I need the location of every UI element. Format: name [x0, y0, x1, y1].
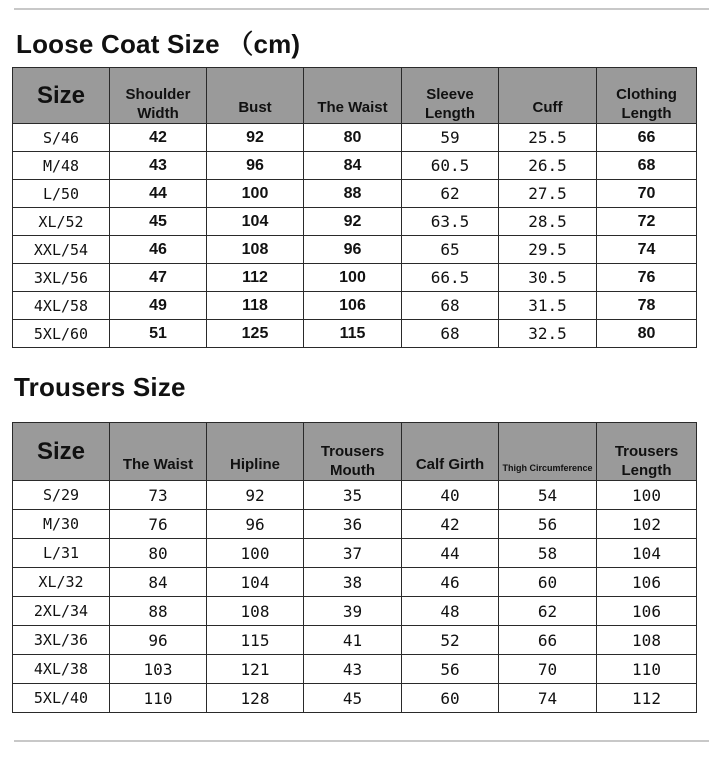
- table-cell: 100: [207, 539, 304, 568]
- table-cell: 92: [207, 481, 304, 510]
- table-cell: 42: [110, 124, 207, 152]
- table-cell: 96: [304, 236, 402, 264]
- table-header-row: [13, 68, 697, 124]
- size-cell: M/48: [13, 152, 110, 180]
- column-header: The Waist: [304, 68, 402, 124]
- table-row: [13, 597, 697, 626]
- table-row: [13, 180, 697, 208]
- table-cell: 92: [207, 124, 304, 152]
- table-cell: 46: [402, 568, 499, 597]
- table-cell: 38: [304, 568, 402, 597]
- table-cell: 43: [110, 152, 207, 180]
- table-cell: 96: [110, 626, 207, 655]
- table-cell: 106: [597, 597, 697, 626]
- table-cell: 52: [402, 626, 499, 655]
- table-cell: 39: [304, 597, 402, 626]
- column-header: Sleeve Length: [402, 68, 499, 124]
- column-header: Clothing Length: [597, 68, 697, 124]
- table-cell: 108: [597, 626, 697, 655]
- table-cell: 80: [110, 539, 207, 568]
- table-row: [13, 264, 697, 292]
- size-cell: 5XL/60: [13, 320, 110, 348]
- table-cell: 128: [207, 684, 304, 713]
- table-cell: 56: [402, 655, 499, 684]
- table-row: [13, 124, 697, 152]
- size-cell: 2XL/34: [13, 597, 110, 626]
- table-cell: 68: [597, 152, 697, 180]
- column-header: Shoulder Width: [110, 68, 207, 124]
- size-cell: 5XL/40: [13, 684, 110, 713]
- table-cell: 27.5: [499, 180, 597, 208]
- table-cell: 37: [304, 539, 402, 568]
- table-cell: 58: [499, 539, 597, 568]
- column-header: Thigh Circumference: [499, 423, 597, 481]
- table-cell: 104: [597, 539, 697, 568]
- coat-size-table: [12, 67, 697, 348]
- table-cell: 56: [499, 510, 597, 539]
- table-cell: 59: [402, 124, 499, 152]
- coat-size-title: Loose Coat Size （cm): [16, 29, 301, 59]
- size-cell: L/50: [13, 180, 110, 208]
- size-cell: S/46: [13, 124, 110, 152]
- table-cell: 103: [110, 655, 207, 684]
- table-cell: 63.5: [402, 208, 499, 236]
- table-row: [13, 320, 697, 348]
- table-cell: 115: [304, 320, 402, 348]
- column-header: Cuff: [499, 68, 597, 124]
- table-cell: 54: [499, 481, 597, 510]
- table-cell: 125: [207, 320, 304, 348]
- table-cell: 72: [597, 208, 697, 236]
- table-cell: 41: [304, 626, 402, 655]
- table-row: [13, 236, 697, 264]
- top-divider: [14, 8, 709, 10]
- column-header: Trousers Mouth: [304, 423, 402, 481]
- table-cell: 80: [597, 320, 697, 348]
- column-header: Bust: [207, 68, 304, 124]
- table-cell: 40: [402, 481, 499, 510]
- table-cell: 45: [304, 684, 402, 713]
- table-row: [13, 539, 697, 568]
- table-cell: 45: [110, 208, 207, 236]
- table-cell: 36: [304, 510, 402, 539]
- table-cell: 76: [597, 264, 697, 292]
- table-cell: 31.5: [499, 292, 597, 320]
- size-cell: 3XL/56: [13, 264, 110, 292]
- table-cell: 46: [110, 236, 207, 264]
- table-cell: 100: [597, 481, 697, 510]
- table-cell: 30.5: [499, 264, 597, 292]
- size-cell: L/31: [13, 539, 110, 568]
- size-cell: 4XL/38: [13, 655, 110, 684]
- trousers-size-title: Trousers Size: [14, 372, 186, 402]
- table-cell: 108: [207, 236, 304, 264]
- table-row: [13, 208, 697, 236]
- table-cell: 115: [207, 626, 304, 655]
- table-cell: 112: [207, 264, 304, 292]
- column-header: The Waist: [110, 423, 207, 481]
- table-cell: 68: [402, 292, 499, 320]
- table-row: [13, 684, 697, 713]
- table-cell: 43: [304, 655, 402, 684]
- table-cell: 70: [499, 655, 597, 684]
- table-cell: 49: [110, 292, 207, 320]
- table-cell: 60.5: [402, 152, 499, 180]
- table-cell: 96: [207, 152, 304, 180]
- table-cell: 74: [499, 684, 597, 713]
- table-cell: 66: [499, 626, 597, 655]
- table-cell: 44: [110, 180, 207, 208]
- table-cell: 42: [402, 510, 499, 539]
- table-cell: 25.5: [499, 124, 597, 152]
- table-cell: 62: [499, 597, 597, 626]
- table-cell: 110: [597, 655, 697, 684]
- table-cell: 62: [402, 180, 499, 208]
- table-row: [13, 568, 697, 597]
- table-cell: 44: [402, 539, 499, 568]
- table-cell: 68: [402, 320, 499, 348]
- size-cell: XXL/54: [13, 236, 110, 264]
- table-cell: 84: [304, 152, 402, 180]
- table-cell: 26.5: [499, 152, 597, 180]
- table-cell: 65: [402, 236, 499, 264]
- column-header: Hipline: [207, 423, 304, 481]
- table-cell: 112: [597, 684, 697, 713]
- table-cell: 70: [597, 180, 697, 208]
- size-cell: XL/32: [13, 568, 110, 597]
- table-cell: 104: [207, 208, 304, 236]
- column-header: Trousers Length: [597, 423, 697, 481]
- table-cell: 66: [597, 124, 697, 152]
- table-cell: 60: [402, 684, 499, 713]
- table-cell: 88: [110, 597, 207, 626]
- table-cell: 73: [110, 481, 207, 510]
- column-header: Size: [13, 68, 110, 124]
- table-cell: 118: [207, 292, 304, 320]
- table-cell: 48: [402, 597, 499, 626]
- table-cell: 80: [304, 124, 402, 152]
- table-cell: 84: [110, 568, 207, 597]
- table-cell: 108: [207, 597, 304, 626]
- trousers-size-table: [12, 422, 697, 713]
- table-cell: 47: [110, 264, 207, 292]
- table-cell: 78: [597, 292, 697, 320]
- table-cell: 28.5: [499, 208, 597, 236]
- table-cell: 51: [110, 320, 207, 348]
- table-cell: 92: [304, 208, 402, 236]
- table-cell: 100: [207, 180, 304, 208]
- table-header-row: [13, 423, 697, 481]
- table-cell: 76: [110, 510, 207, 539]
- table-row: [13, 292, 697, 320]
- table-cell: 110: [110, 684, 207, 713]
- table-cell: 96: [207, 510, 304, 539]
- table-row: [13, 626, 697, 655]
- table-cell: 66.5: [402, 264, 499, 292]
- size-cell: XL/52: [13, 208, 110, 236]
- table-cell: 121: [207, 655, 304, 684]
- table-cell: 100: [304, 264, 402, 292]
- table-cell: 102: [597, 510, 697, 539]
- size-cell: M/30: [13, 510, 110, 539]
- column-header: Calf Girth: [402, 423, 499, 481]
- table-cell: 74: [597, 236, 697, 264]
- size-cell: 3XL/36: [13, 626, 110, 655]
- size-cell: S/29: [13, 481, 110, 510]
- table-cell: 106: [597, 568, 697, 597]
- table-cell: 60: [499, 568, 597, 597]
- column-header: Size: [13, 423, 110, 481]
- table-row: [13, 510, 697, 539]
- table-cell: 88: [304, 180, 402, 208]
- table-row: [13, 481, 697, 510]
- table-cell: 106: [304, 292, 402, 320]
- table-cell: 32.5: [499, 320, 597, 348]
- table-cell: 35: [304, 481, 402, 510]
- table-cell: 29.5: [499, 236, 597, 264]
- table-cell: 104: [207, 568, 304, 597]
- table-row: [13, 655, 697, 684]
- table-row: [13, 152, 697, 180]
- bottom-divider: [14, 740, 709, 742]
- size-cell: 4XL/58: [13, 292, 110, 320]
